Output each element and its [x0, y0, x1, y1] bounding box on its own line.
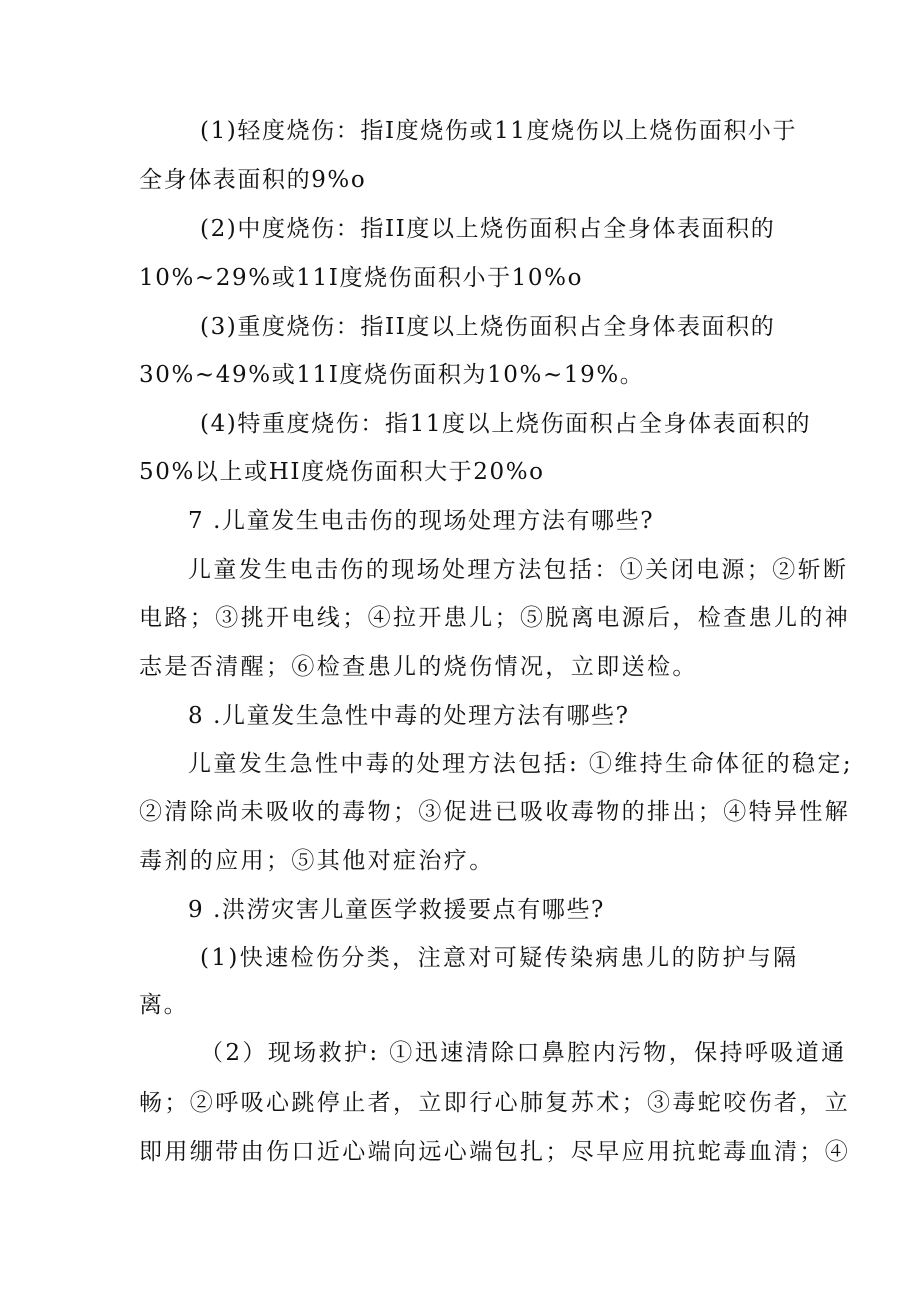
flood-item-2-line-3: 即用绷带由伤口近心端向远心端包扎；尽早应用抗蛇毒血清；④ — [139, 1139, 851, 1165]
answer-8-line-2: ②清除尚未吸收的毒物；③促进已吸收毒物的排出；④特异性解 — [139, 799, 851, 825]
burn-mild-line-2: 全身体表面积的9%o — [139, 167, 367, 193]
answer-8-line-3: 毒剂的应用；⑤其他对症治疗。 — [139, 848, 495, 874]
burn-severe-line-1: (3)重度烧伤：指II度以上烧伤面积占全身体表面积的 — [200, 314, 776, 340]
burn-mild-line-1: (1)轻度烧伤：指I度烧伤或11度烧伤以上烧伤面积小于 — [200, 118, 798, 144]
burn-moderate-line-1: (2)中度烧伤：指II度以上烧伤面积占全身体表面积的 — [200, 216, 776, 242]
flood-item-1-line-2: 离。 — [139, 992, 189, 1018]
flood-item-2-line-1: （2）现场救护: ①迅速清除口鼻腔内污物，保持呼吸道通 — [200, 1040, 847, 1066]
burn-critical-line-2: 50%以上或HI度烧伤面积大于20%o — [139, 459, 545, 485]
question-8-heading: 8 .儿童发生急性中毒的处理方法有哪些? — [188, 703, 630, 729]
answer-7-line-2: 电路；③挑开电线；④拉开患儿；⑤脱离电源后，检查患儿的神 — [139, 605, 851, 631]
answer-8-line-1: 儿童发生急性中毒的处理方法包括: ①维持生命体征的稳定; — [188, 751, 854, 777]
burn-critical-line-1: (4)特重度烧伤：指11度以上烧伤面积占全身体表面积的 — [200, 411, 812, 437]
burn-moderate-line-2: 10%~29%或11I度烧伤面积小于10%o — [139, 265, 584, 291]
question-9-heading: 9 .洪涝灾害儿童医学救援要点有哪些? — [188, 897, 605, 923]
question-7-heading: 7 .儿童发生电击伤的现场处理方法有哪些? — [188, 508, 655, 534]
answer-7-line-3: 志是否清醒；⑥检查患儿的烧伤情况，立即送检。 — [139, 654, 698, 680]
answer-7-line-1: 儿童发生电击伤的现场处理方法包括：①关闭电源；②斩断 — [188, 557, 849, 583]
burn-severe-line-2: 30%~49%或11I度烧伤面积为10%~19%。 — [139, 362, 645, 388]
flood-item-1-line-1: (1)快速检伤分类，注意对可疑传染病患儿的防护与隔 — [200, 945, 799, 971]
flood-item-2-line-2: 畅；②呼吸心跳停止者，立即行心肺复苏术；③毒蛇咬伤者，立 — [139, 1090, 851, 1116]
